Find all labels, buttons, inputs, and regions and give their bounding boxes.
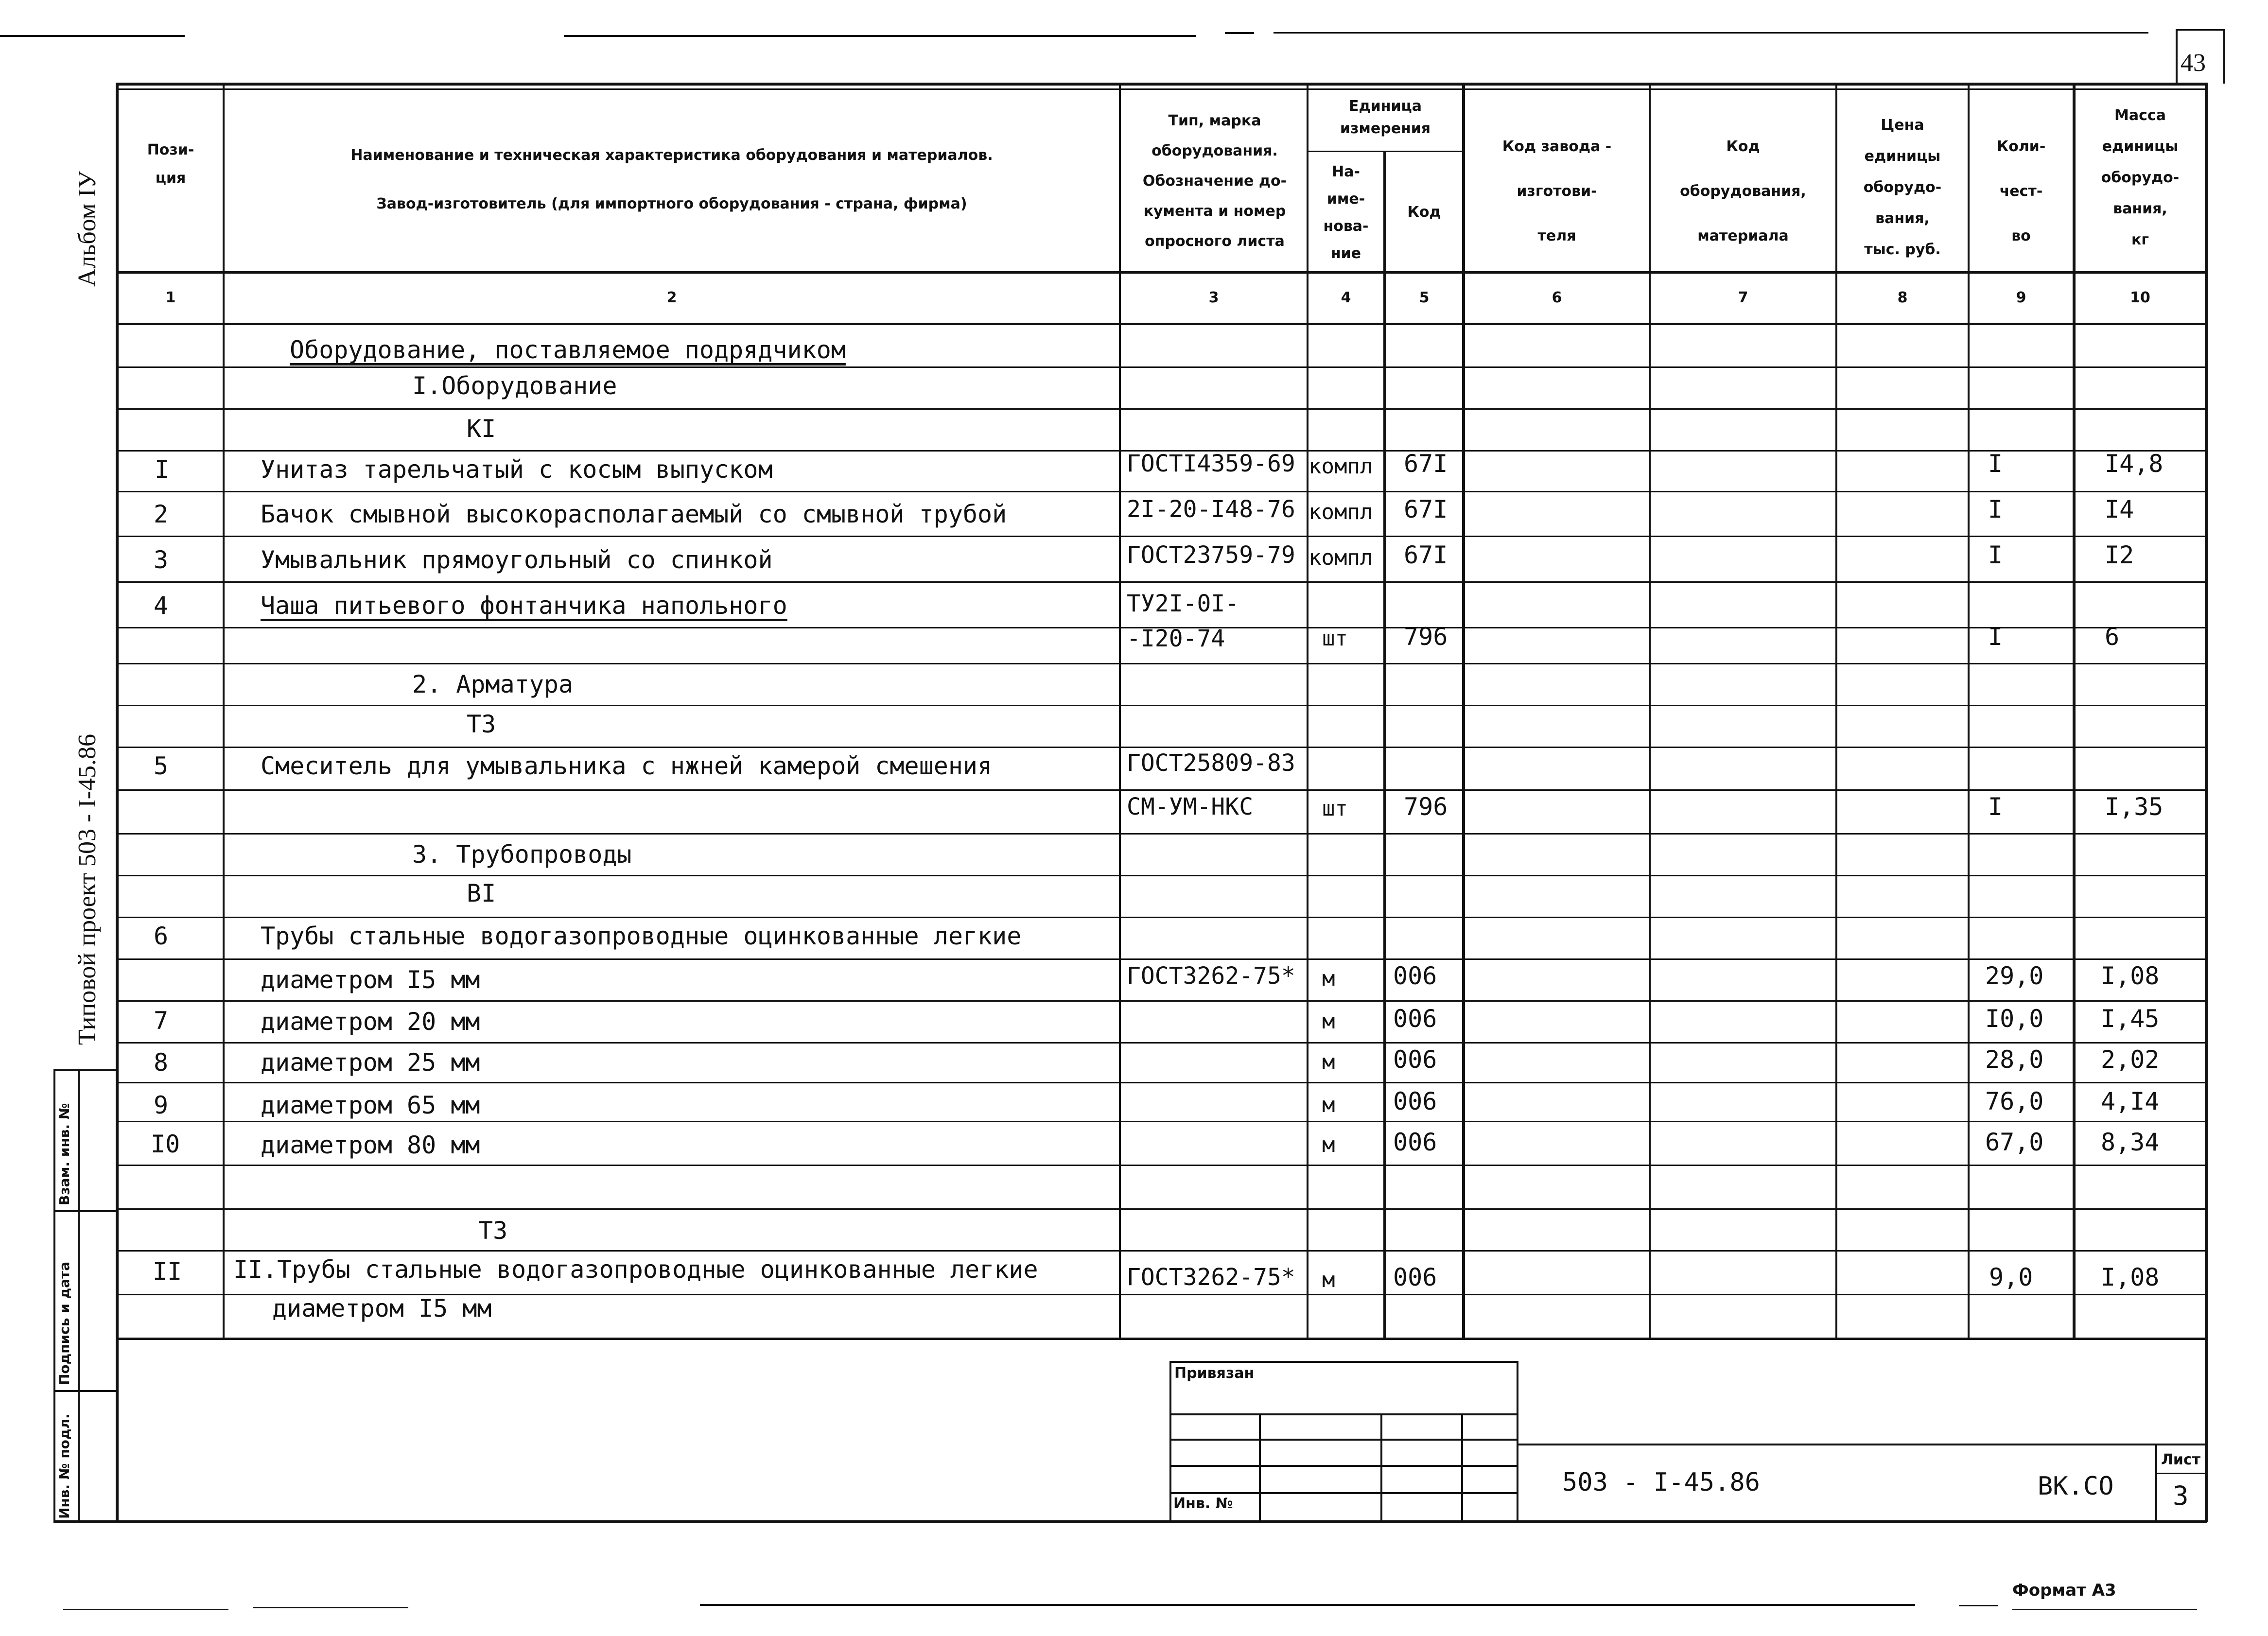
table-row-name: Смеситель для умывальника с нжней камерой смешения bbox=[261, 752, 993, 780]
table-row-qty: I bbox=[1988, 450, 2003, 478]
table-row-code: 796 bbox=[1404, 793, 1448, 821]
table-row-pos: 7 bbox=[154, 1007, 169, 1035]
table-row-name: II.Трубы стальные водогазопроводные оцинкованные легкие bbox=[233, 1255, 1038, 1284]
table-row-qty: I bbox=[1988, 793, 2003, 821]
table-row-code: 006 bbox=[1393, 1045, 1437, 1074]
table-row-pos: 8 bbox=[154, 1048, 169, 1077]
table-row-pos: I bbox=[155, 455, 170, 484]
table-row-pos: I0 bbox=[151, 1130, 180, 1158]
table-row-mass: I,08 bbox=[2101, 1263, 2160, 1291]
header-mass-2: единицы bbox=[2102, 138, 2179, 155]
col-number-1: 1 bbox=[165, 289, 176, 306]
table-row-pos: 9 bbox=[154, 1091, 169, 1119]
table-row-name: диаметром 20 мм bbox=[261, 1008, 480, 1036]
section-title: I.Оборудование bbox=[412, 372, 617, 400]
table-row-mass: I,08 bbox=[2101, 962, 2160, 990]
document-mark: ВК.СО bbox=[2038, 1472, 2114, 1501]
header-mass-4: вания, bbox=[2113, 200, 2167, 217]
table-row-name: Бачок смывной высокорасполагаемый со смывной трубой bbox=[261, 500, 1007, 528]
header-plant-code-2: изготови- bbox=[1517, 183, 1597, 200]
table-row-pos: II bbox=[153, 1257, 182, 1286]
header-mass-1: Масса bbox=[2114, 107, 2166, 124]
table-row-name: диаметром 80 мм bbox=[261, 1131, 480, 1159]
format-label: Формат А3 bbox=[2012, 1581, 2116, 1600]
header-price-4: вания, bbox=[1875, 210, 1930, 227]
col-number-9: 9 bbox=[2016, 289, 2026, 306]
table-row-mass: I4,8 bbox=[2105, 450, 2163, 478]
table-row-type: СМ-УМ-НКС bbox=[1127, 793, 1254, 820]
table-row-mass: I,45 bbox=[2101, 1005, 2160, 1033]
header-plant-code-1: Код завода - bbox=[1502, 138, 1612, 155]
table-row-qty: 76,0 bbox=[1985, 1087, 2044, 1115]
header-type-line5: опросного листа bbox=[1145, 233, 1285, 250]
header-unit-name-2: име- bbox=[1326, 191, 1365, 208]
stamp-signature-date: Подпись и дата bbox=[56, 1261, 72, 1385]
section-title: 2. Арматура bbox=[412, 670, 574, 698]
col-number-2: 2 bbox=[666, 289, 677, 306]
col-number-6: 6 bbox=[1552, 289, 1562, 306]
stamp-inv-label: Инв. № bbox=[1173, 1495, 1233, 1512]
table-row-unit: м bbox=[1322, 1093, 1335, 1117]
table-row-code: 67I bbox=[1404, 450, 1448, 478]
table-row-mass: I,35 bbox=[2105, 793, 2163, 821]
table-row-name: Унитаз тарельчатый с косым выпуском bbox=[261, 455, 773, 484]
table-row-name: диаметром 65 мм bbox=[261, 1091, 480, 1119]
table-row-qty: I bbox=[1988, 495, 2003, 523]
table-row-qty: 29,0 bbox=[1985, 962, 2044, 990]
table-row-unit: м bbox=[1322, 1268, 1335, 1292]
table-row-unit: компл bbox=[1308, 500, 1373, 524]
table-row-type: ГОСТ25809-83 bbox=[1127, 749, 1295, 777]
table-row-code: 796 bbox=[1404, 623, 1448, 651]
table-row-unit: компл bbox=[1308, 545, 1373, 570]
table-row-unit: м bbox=[1322, 1009, 1335, 1034]
header-price-3: оборудо- bbox=[1863, 179, 1942, 196]
table-row-code: 67I bbox=[1404, 495, 1448, 523]
table-row-code: 67I bbox=[1404, 541, 1448, 569]
page-number: 43 bbox=[2181, 49, 2206, 77]
table-row-name: диаметром I5 мм bbox=[261, 966, 480, 994]
document-code: 503 - I-45.86 bbox=[1562, 1468, 1760, 1497]
table-row-qty: 67,0 bbox=[1985, 1128, 2044, 1156]
header-plant-code-3: теля bbox=[1537, 227, 1576, 244]
header-equip-code-2: оборудования, bbox=[1680, 183, 1806, 200]
side-project-label: Типовой проект 503 - I-45.86 bbox=[73, 734, 101, 1045]
system-code: ВI bbox=[467, 879, 496, 907]
table-row-unit: м bbox=[1322, 1132, 1335, 1157]
col-number-3: 3 bbox=[1208, 289, 1219, 306]
header-unit-code: Код bbox=[1407, 204, 1441, 221]
col-number-7: 7 bbox=[1738, 289, 1748, 306]
sheet-label: Лист bbox=[2161, 1451, 2201, 1468]
system-code: Т3 bbox=[478, 1217, 508, 1245]
table-row-name: диаметром 25 мм bbox=[261, 1048, 480, 1077]
sheet-number: 3 bbox=[2173, 1480, 2189, 1511]
stamp-linked-label: Привязан bbox=[1174, 1365, 1255, 1382]
header-position-line2: ция bbox=[155, 170, 186, 187]
table-row-unit: м bbox=[1322, 1050, 1335, 1075]
table-row-type: 2I-20-I48-76 bbox=[1127, 496, 1295, 523]
table-row-code: 006 bbox=[1393, 1263, 1437, 1291]
header-equip-code-1: Код bbox=[1726, 138, 1760, 155]
col-number-10: 10 bbox=[2130, 289, 2150, 306]
table-row-mass: 8,34 bbox=[2101, 1128, 2160, 1156]
table-row-code: 006 bbox=[1393, 1128, 1437, 1156]
side-album-label: Альбом IУ bbox=[73, 171, 101, 287]
table-row-type: ГОСТ23759-79 bbox=[1127, 541, 1295, 569]
table-row-qty: 28,0 bbox=[1985, 1045, 2044, 1074]
table-row-name: Трубы стальные водогазопроводные оцинкованные легкие bbox=[261, 922, 1022, 950]
table-row-type: ГОСТI4359-69 bbox=[1127, 450, 1295, 477]
table-row-qty: I0,0 bbox=[1985, 1005, 2044, 1033]
header-qty-2: чест- bbox=[1999, 183, 2043, 200]
header-qty-1: Коли- bbox=[1996, 138, 2046, 155]
header-equip-code-3: материала bbox=[1697, 227, 1789, 244]
table-row-pos: 2 bbox=[154, 500, 169, 528]
table-row-mass: 2,02 bbox=[2101, 1045, 2160, 1074]
table-row-qty: I bbox=[1988, 623, 2003, 651]
table-row-qty: I bbox=[1988, 541, 2003, 569]
table-row-pos: 3 bbox=[154, 546, 169, 574]
table-row-name: диаметром I5 мм bbox=[272, 1294, 492, 1323]
header-type-line3: Обозначение до- bbox=[1142, 173, 1287, 190]
header-price-1: Цена bbox=[1881, 117, 1924, 134]
table-row-type: ТУ2I-0I- bbox=[1127, 590, 1239, 617]
table-row-mass: I4 bbox=[2105, 495, 2134, 523]
header-unit-name-1: На- bbox=[1332, 163, 1360, 180]
header-mass-3: оборудо- bbox=[2101, 169, 2180, 186]
table-row-mass: 4,I4 bbox=[2101, 1087, 2160, 1115]
stamp-inv-original: Инв. № подл. bbox=[56, 1413, 72, 1519]
header-type-line4: кумента и номер bbox=[1143, 203, 1286, 220]
table-row-unit: компл bbox=[1308, 454, 1373, 479]
header-name-line2: Завод-изготовитель (для импортного оборудования - страна, фирма) bbox=[376, 195, 967, 212]
table-row-name: Чаша питьевого фонтанчика напольного bbox=[261, 592, 787, 620]
stamp-replace-inv: Взам. инв. № bbox=[56, 1103, 72, 1205]
table-row-unit: м bbox=[1322, 966, 1335, 991]
header-type-line2: оборудования. bbox=[1151, 142, 1278, 159]
section-heading: Оборудование, поставляемое подрядчиком bbox=[290, 336, 846, 364]
table-row-unit: шт bbox=[1322, 626, 1348, 651]
table-row-unit: шт bbox=[1322, 796, 1348, 821]
col-number-4: 4 bbox=[1341, 289, 1351, 306]
table-row-code: 006 bbox=[1393, 1087, 1437, 1115]
table-row-type: ГОСТ3262-75* bbox=[1127, 962, 1295, 990]
table-row-pos: 6 bbox=[154, 922, 169, 950]
table-row-pos: 5 bbox=[154, 752, 169, 780]
header-unit-name-4: ние bbox=[1330, 245, 1361, 262]
header-unit-name-3: нова- bbox=[1323, 218, 1369, 235]
header-name-line1: Наименование и техническая характеристика оборудования и материалов. bbox=[350, 147, 993, 164]
section-title: 3. Трубопроводы bbox=[412, 840, 632, 869]
header-unit-line1: Единица bbox=[1349, 98, 1422, 115]
col-number-8: 8 bbox=[1897, 289, 1908, 306]
table-row-code: 006 bbox=[1393, 962, 1437, 990]
header-type-line1: Тип, марка bbox=[1168, 112, 1261, 129]
header-price-5: тыс. руб. bbox=[1864, 241, 1941, 258]
table-row-type: -I20-74 bbox=[1127, 625, 1225, 652]
table-row-pos: 4 bbox=[154, 592, 169, 620]
system-code: Т3 bbox=[467, 710, 496, 738]
header-mass-5: кг bbox=[2131, 231, 2149, 248]
table-row-name: Умывальник прямоугольный со спинкой bbox=[261, 546, 773, 574]
table-row-mass: I2 bbox=[2105, 541, 2134, 569]
table-row-code: 006 bbox=[1393, 1005, 1437, 1033]
table-row-type: ГОСТ3262-75* bbox=[1127, 1264, 1295, 1291]
header-qty-3: во bbox=[2011, 227, 2031, 244]
header-price-2: единицы bbox=[1864, 148, 1941, 165]
col-number-5: 5 bbox=[1419, 289, 1430, 306]
system-code: КI bbox=[467, 415, 496, 443]
table-row-qty: 9,0 bbox=[1989, 1263, 2033, 1291]
header-unit-line2: измерения bbox=[1340, 120, 1431, 137]
table-row-mass: 6 bbox=[2105, 623, 2120, 651]
header-position-line1: Пози- bbox=[147, 141, 194, 158]
